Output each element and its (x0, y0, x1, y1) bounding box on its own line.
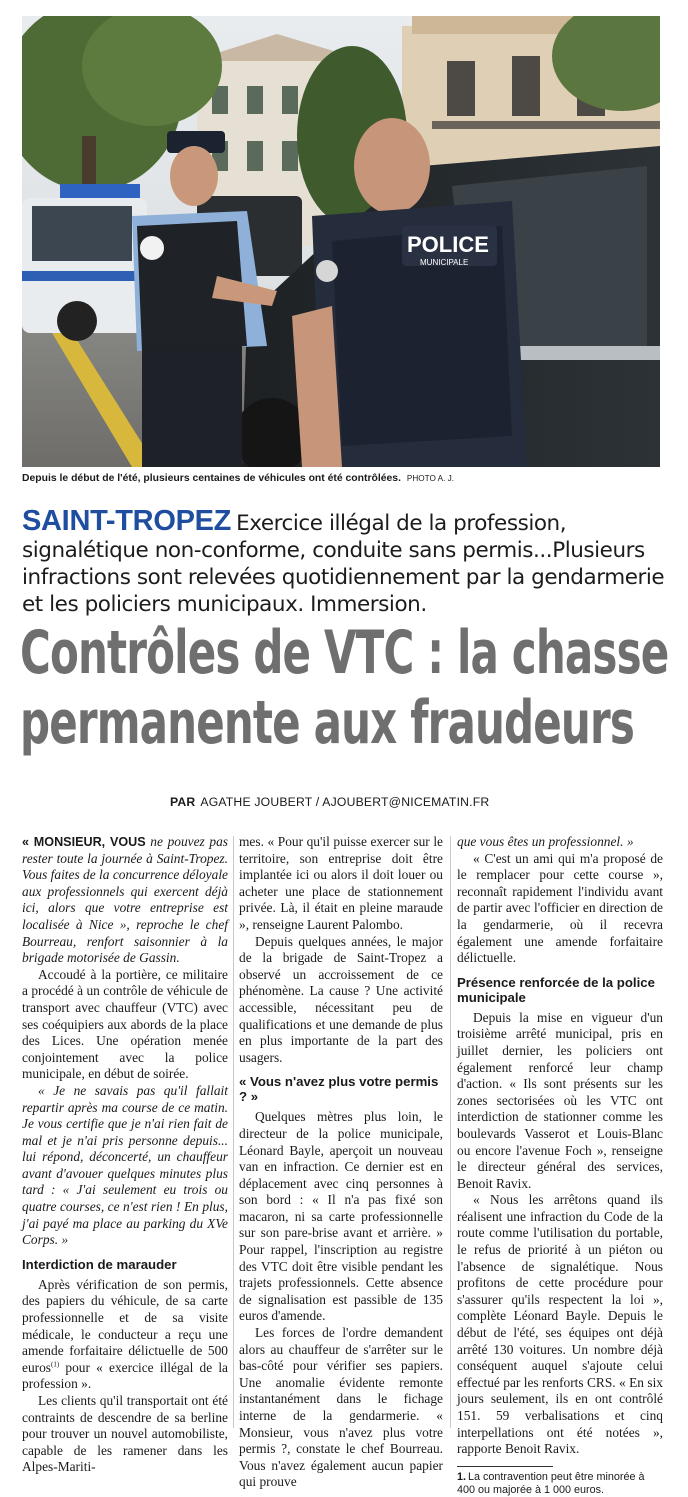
subheading: « Vous n'avez plus votre permis ? » (239, 1074, 439, 1105)
byline-author: AGATHE JOUBERT / AJOUBERT@NICEMATIN.FR (200, 795, 490, 809)
paragraph: Accoudé à la portière, ce militaire a procédé à un contrôle de véhicule de transport avec chauffeur (VTC) avec ses coéquipiers aux abords de la place des Lices. Une opération menée conjointement avec la police municipale, en début de soirée. (22, 966, 228, 1082)
paragraph: Les forces de l'ordre demandent alors au chauffeur de s'arrêter sur le bas-côté pour vérifier ses papiers. Une anomalie évidente remonte instantanément dans le fichage interne de la gendarmerie. « Monsieur, vous n'avez plus votre permis ?, constate le chef Bourreau. Vous n'avez également aucun papier qui prouve (239, 1325, 443, 1490)
paragraph: mes. « Pour qu'il puisse exercer sur le territoire, son entreprise doit être implantée ici ou alors il doit louer ou acheter une place de stationnement privée. Là, il était en pleine maraude », renseigne Laurent Palombo. (239, 834, 443, 932)
paragraph: « Nous les arrêtons quand ils réalisent une infraction du Code de la route comme l'utilisation du portable, le refus de priorité à un piéton ou l'absence de signalétique. Nous profitons de cette procédure pour s'assurer qu'ils respectent la loi », complète Léonard Bayle. Depuis le début de l'été, ses équipes ont déjà arrêté 130 voitures. Un nombre déjà conséquent auquel s'ajoute celui effectué par les renforts CRS. « En six jours seulement, ils en ont contrôlé 151. 59 verbalisations et cinq interpellations ont été notées », rapporte Benoit Ravix. (457, 1192, 663, 1457)
article-column-1 (22, 834, 228, 1476)
paragraph: Quelques mètres plus loin, le directeur de la police municipale, Léonard Bayle, aperçoit un nouveau van en infraction. Ce dernier est en déplacement avec cinq personnes à son bord : « Il n'a pas fixé son macaron, ni sa carte professionnelle sur son pare-brise avant et arrière. » Pour rappel, l'inscription au registre des VTC doit être visible pendant les trajets professionnels. Cette absence de signalisation est passible de 135 euros d'amende. (239, 1109, 443, 1324)
article-headline (20, 618, 680, 758)
quote-text: « Je ne savais pas qu'il fallait repartir après ma course de ce matin. Je vous certifie que je n'ai rien fait de mal et je n'ai pris personne depuis... lui répond, déconcerté, un chauffeur avant d'avouer quelques minutes plus tard : « J'ai seulement eu trois ou quatre courses, ce n'est rien ! En plus, j'ai payé ma place au parking du XVe Corps. » (22, 1082, 228, 1248)
byline (170, 795, 489, 809)
paragraph (457, 834, 663, 851)
paragraph (22, 1083, 228, 1249)
headline-line-1: Contrôles de VTC : la chasse (20, 618, 669, 688)
footnote-marker: (1) (51, 1360, 60, 1369)
article-photo (22, 16, 660, 467)
article-standfirst (22, 505, 672, 618)
paragraph-text: pour « exercice illégal de la profession ». (22, 1359, 228, 1392)
article-column-2 (239, 834, 443, 1491)
headline-line-2: permanente aux fraudeurs (20, 688, 635, 758)
article-column-3 (457, 834, 663, 1497)
standfirst-text: Exercice illégal de la profession, signalétique non-conforme, conduite sans permis...Plusieurs infractions sont relevées quotidiennement par la gendarmerie et les policiers municipaux. Immersion. (22, 511, 665, 617)
byline-prefix: PAR (170, 795, 196, 809)
vest-police-label: POLICE (407, 232, 489, 257)
column-divider (450, 836, 451, 1428)
photo-credit: PHOTO A. J. (406, 474, 455, 483)
subheading: Présence renforcée de la police municipale (457, 974, 655, 1005)
paragraph: Depuis la mise en vigueur d'un troisième arrêté municipal, pris en juillet dernier, les policiers ont également renforcé leur champ d'action. « Ils sont présents sur les zones sectorisées où les VTC ont interdiction de stationner comme les boulevards Vasserot et Louis-Blanc ou encore l'avenue Foch », renseigne le directeur général des services, Benoit Ravix. (457, 1009, 663, 1191)
vest-municipale-label: MUNICIPALE (420, 258, 469, 267)
footnote-text: La contravention peut être minorée à 400 ou majorée à 1 000 euros. (457, 1470, 645, 1496)
footnote-divider (457, 1466, 553, 1467)
paragraph: Depuis quelques années, le major de la brigade de Saint-Tropez a observé un accroissement de ce phénomène. La cause ? Une activité accessible, nécessitant peu de qualifications et une demande de plus en plus importante de la part des usagers. (239, 933, 443, 1065)
subheading: Interdiction de marauder (22, 1256, 177, 1272)
location-kicker: SAINT-TROPEZ (22, 505, 232, 537)
quote-text: ne pouvez pas rester toute la journée à Saint-Tropez. Vous faites de la concurrence déloyale aux professionnels qui exercent déjà ici, alors que votre entreprise est localisée à Nice », reproche le chef Bourreau, renfort saisonnier à la brigade motorisée de Gassin. (22, 834, 229, 966)
police-control-photo (22, 16, 660, 467)
lead-in: « MONSIEUR, VOUS (22, 835, 146, 849)
footnote (457, 1471, 663, 1497)
footnote-number: 1. (457, 1470, 467, 1483)
caption-text: Depuis le début de l'été, plusieurs centaines de véhicules ont été contrôlées. (22, 473, 401, 484)
quote-text: que vous êtes un professionnel. » (457, 834, 634, 849)
photo-caption (22, 472, 662, 485)
column-divider (233, 836, 234, 1428)
paragraph (22, 834, 228, 967)
paragraph: Les clients qu'il transportait ont été contraints de descendre de sa berline pour trouver un nouvel automobiliste, capable de les ramener dans les Alpes-Mariti- (22, 1393, 228, 1475)
paragraph-text: Après vérification de son permis, des papiers du véhicule, de sa carte professionnelle et de sa visite médicale, le conducteur a reçu une amende forfaitaire délictuelle de 500 euros (22, 1276, 228, 1375)
paragraph: « C'est un ami qui m'a proposé de le remplacer pour cette course », reconnaît rapidement l'individu avant de partir avec l'officier en direction de la gendarmerie, où il recevra également une amende forfaitaire délictuelle. (457, 850, 663, 966)
paragraph (22, 1277, 228, 1393)
